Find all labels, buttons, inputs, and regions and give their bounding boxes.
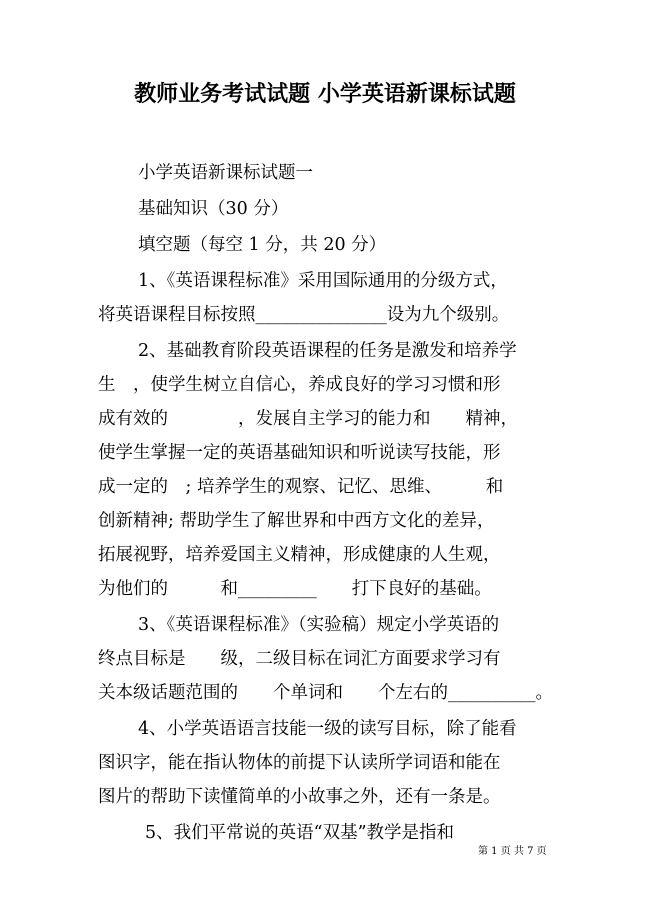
- question-4-line-3: 图片的帮助下读懂简单的小故事之外，还有一条是。: [98, 787, 501, 807]
- question-2-line-4: 使学生掌握一定的英语基础知识和听说读写技能，形: [98, 443, 501, 463]
- page-number: 第 1 页 共 7 页: [478, 846, 547, 857]
- question-2-line-3: 成有效的 ，发展自主学习的能力和 精神，: [98, 409, 518, 429]
- section-heading: 小学英语新课标试题一: [138, 163, 313, 183]
- question-3-line-1: 3、《英语课程标准》（实验稿）规定小学英语的: [138, 615, 500, 635]
- question-1-line-2: 将英语课程目标按照_______________设为九个级别。: [98, 305, 510, 325]
- question-4-line-1: 4、小学英语语言技能一级的读写目标，除了能看: [138, 719, 517, 739]
- question-1-line-1: 1、《英语课程标准》采用国际通用的分级方式，: [138, 271, 508, 291]
- question-type-heading: 填空题（每空 1 分，共 20 分）: [138, 235, 387, 255]
- question-2-line-2: 生 ，使学生树立自信心，养成良好的学习习惯和形: [98, 375, 501, 395]
- question-3-line-2: 终点目标是 级，二级目标在词汇方面要求学习有: [98, 649, 501, 669]
- question-3-line-3: 关本级话题范围的 个单词和 个左右的__________。: [98, 683, 553, 703]
- question-2-line-6: 创新精神; 帮助学生了解世界和中西方文化的差异，: [98, 511, 495, 531]
- page-title: 教师业务考试试题 小学英语新课标试题: [134, 82, 516, 107]
- question-4-line-2: 图识字，能在指认物体的前提下认读所学词语和能在: [98, 753, 501, 773]
- question-5-line-1: 5、我们平常说的英语“双基”教学是指和: [145, 823, 455, 843]
- question-2-line-1: 2、基础教育阶段英语课程的任务是激发和培养学: [138, 341, 517, 361]
- section-subheading: 基础知识（30 分）: [138, 199, 289, 219]
- question-2-line-8: 为他们的 和_________ 打下良好的基础。: [98, 579, 492, 599]
- question-2-line-5: 成一定的 ; 培养学生的观察、记忆、思维、 和: [98, 477, 504, 497]
- question-2-line-7: 拓展视野，培养爱国主义精神，形成健康的人生观，: [98, 545, 501, 565]
